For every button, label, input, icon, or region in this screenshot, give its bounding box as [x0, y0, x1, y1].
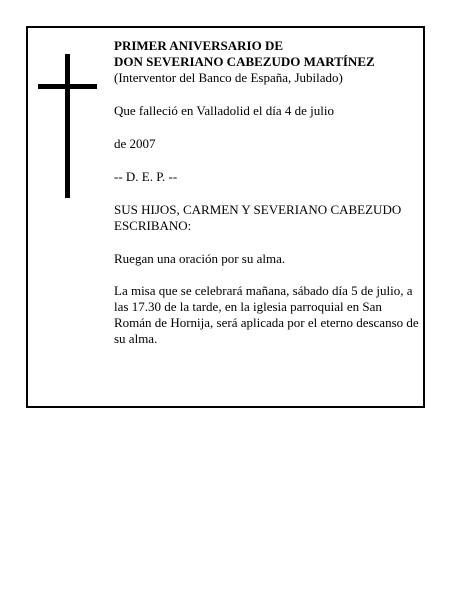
mass-paragraph: La misa que se celebrará mañana, sábado día 5 de julio, a las 17.30 de la tarde, en la iglesia parroquial en San Román de Hornija, será aplicada por el eterno descanso de su alma. [114, 283, 419, 346]
prayer-line: Ruegan una oración por su alma. [114, 251, 286, 266]
death-line: Que falleció en Valladolid el día 4 de julio [114, 103, 334, 118]
subtitle: (Interventor del Banco de España, Jubilado) [114, 70, 343, 85]
cross-horizontal-bar [38, 84, 97, 89]
cross-vertical-bar [65, 54, 70, 198]
obituary-text [114, 38, 419, 347]
year-line: de 2007 [114, 136, 156, 151]
heading-line-1: PRIMER ANIVERSARIO DE [114, 38, 284, 53]
family-line: SUS HIJOS, CARMEN Y SEVERIANO CABEZUDO ESCRIBANO: [114, 202, 402, 233]
dep-line: -- D. E. P. -- [114, 169, 178, 184]
heading-line-2: DON SEVERIANO CABEZUDO MARTÍNEZ [114, 54, 375, 69]
